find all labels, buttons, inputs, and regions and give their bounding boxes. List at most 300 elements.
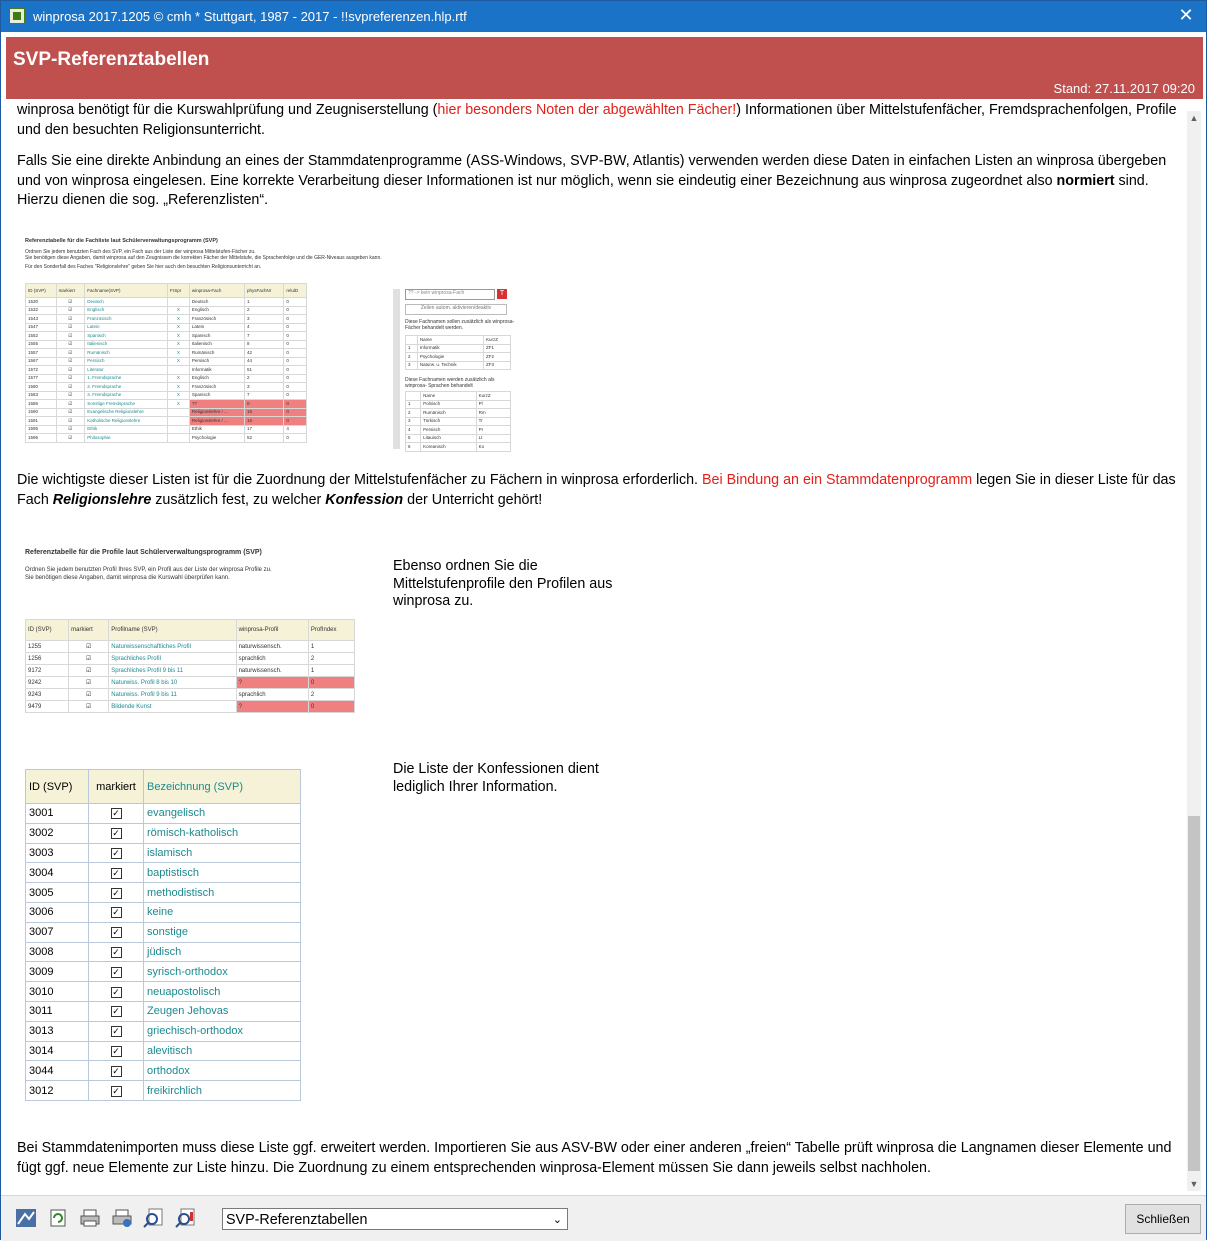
table-row[interactable] <box>26 425 307 434</box>
table-row[interactable] <box>26 982 301 1002</box>
physfachnr-cell: 16 <box>245 408 284 417</box>
id-cell: 3005 <box>26 883 89 903</box>
id-cell: 1532 <box>26 306 57 315</box>
profilname-cell: Sprachliches Profil 9 bis 11 <box>109 665 236 677</box>
konfession-table <box>25 769 301 1101</box>
markiert-cell[interactable] <box>89 1081 144 1101</box>
checkbox-cell: ☑ <box>56 298 85 307</box>
kurz-cell: Pl <box>476 400 510 409</box>
checkbox-cell: ☑ <box>56 417 85 426</box>
markiert-cell[interactable] <box>89 843 144 863</box>
id-cell: 3008 <box>26 942 89 962</box>
winprosa-fach-cell: Latein <box>189 323 244 332</box>
column-header: winprosa-Profil <box>236 620 308 641</box>
shot-desc: Sie benötigen diese Angaben, damit winprosa auf den Zeugnissen die korrekten Fächer der Mittelstufe, die Sprachenfolge und die GER-Niveaus ausgeben kann. <box>25 255 382 261</box>
frspr-cell: X <box>167 340 189 349</box>
bold-italic-text: Religionslehre <box>52 491 152 508</box>
print-setup-icon[interactable] <box>111 1208 133 1228</box>
fachname-cell: Katholische Religionslehre <box>85 417 168 426</box>
id-cell: 3010 <box>26 982 89 1002</box>
frspr-cell: X <box>167 400 189 409</box>
stand-timestamp: Stand: 27.11.2017 09:20 <box>1053 81 1195 96</box>
fachname-cell: Ethik <box>85 425 168 434</box>
checkbox-icon[interactable]: ✓ <box>112 927 120 938</box>
checkbox-cell: ☑ <box>56 408 85 417</box>
id-cell: 1552 <box>26 332 57 341</box>
checkbox-cell: ☑ <box>56 315 85 324</box>
table-header <box>26 620 355 641</box>
kurz-cell: Rm <box>476 409 510 418</box>
winprosa-fach-cell: Rumänisch <box>189 349 244 358</box>
name-cell: Psychologie <box>417 353 483 362</box>
frspr-cell: X <box>167 306 189 315</box>
page-banner <box>6 37 1203 99</box>
checkbox-icon[interactable]: ✓ <box>112 1085 120 1096</box>
find-next-icon[interactable] <box>175 1208 197 1228</box>
checkbox-icon[interactable]: ✓ <box>112 946 120 957</box>
profilname-cell: Naturwiss. Profil 9 bis 11 <box>109 689 236 701</box>
physfachnr-cell: 51 <box>245 366 284 375</box>
side-note: Diese Fachnamen werden zusätzlich als winprosa- Sprachen behandelt <box>405 377 495 389</box>
markiert-cell[interactable] <box>89 922 144 942</box>
winprosa-profil-cell: ? <box>236 677 308 689</box>
name-cell: Persisch <box>421 426 477 435</box>
id-cell: 3001 <box>26 804 89 824</box>
topic-select-value: SVP-Referenztabellen <box>226 1212 368 1228</box>
table-row[interactable] <box>26 340 307 349</box>
table-row[interactable] <box>406 417 511 426</box>
checkbox-icon[interactable]: ✓ <box>112 1006 120 1017</box>
checkbox-cell: ☑ <box>69 641 109 653</box>
markiert-cell[interactable] <box>89 1021 144 1041</box>
row-marker <box>406 392 421 401</box>
table-row[interactable] <box>26 701 355 713</box>
checkbox-icon[interactable]: ✓ <box>112 966 120 977</box>
markiert-cell[interactable] <box>89 942 144 962</box>
text: ) Informationen über Mittelstufenfächer, Fremdsprachenfolgen, Profile und den besuchten Religionsunterricht. <box>17 102 1177 138</box>
zusatz-faecher-table <box>405 335 511 370</box>
winprosa-profil-cell: naturwissensch. <box>236 665 308 677</box>
column-header: ID (SVP) <box>26 284 57 298</box>
bold-italic-text: Konfession <box>325 491 404 508</box>
markiert-cell[interactable] <box>89 1001 144 1021</box>
shot-title: Referenztabelle für die Profile laut Schülerverwaltungsprogramm (SVP) <box>25 549 262 556</box>
kurz-cell: ZF3 <box>484 361 511 370</box>
highlight-text: hier besonders Noten der abgewählten Fächer! <box>437 102 737 118</box>
physfachnr-cell: 2 <box>245 306 284 315</box>
markiert-cell[interactable] <box>89 823 144 843</box>
physfachnr-cell: 44 <box>245 357 284 366</box>
bezeichnung-cell: freikirchlich <box>144 1081 301 1101</box>
bezeichnung-cell: sonstige <box>144 922 301 942</box>
checkbox-cell: ☑ <box>69 689 109 701</box>
shot-desc: Ordnen Sie jedem benutzten Profil Ihres SVP, ein Profil aus der Liste der winprosa Profile zu. <box>25 567 272 573</box>
checkbox-icon[interactable]: ✓ <box>112 887 120 898</box>
profindex-cell: 0 <box>308 677 354 689</box>
refresh-icon[interactable] <box>47 1208 69 1228</box>
fachname-cell: Sonstige Fremdsprache <box>85 400 168 409</box>
title-bar[interactable] <box>1 1 1206 32</box>
name-cell: Koreanisch <box>421 443 477 452</box>
checkbox-cell: ☑ <box>56 391 85 400</box>
table-row[interactable] <box>406 434 511 443</box>
table-row[interactable] <box>26 306 307 315</box>
table-row[interactable] <box>406 353 511 362</box>
id-cell: 3006 <box>26 902 89 922</box>
id-cell: 1530 <box>26 298 57 307</box>
physfachnr-cell: 4 <box>245 323 284 332</box>
table-row[interactable] <box>26 689 355 701</box>
table-row[interactable] <box>26 417 307 426</box>
checkbox-cell: ☑ <box>56 349 85 358</box>
fachliste-side-panel <box>405 289 515 452</box>
winprosa-fach-cell: Spanisch <box>189 332 244 341</box>
reluid-cell: 0 <box>284 298 307 307</box>
frspr-cell <box>167 434 189 443</box>
profile-table <box>25 619 355 713</box>
activate-rows-button: Zeilen autom. aktivieren/deaktiv <box>405 304 507 315</box>
column-header: physFachNr <box>245 284 284 298</box>
table-row[interactable] <box>406 409 511 418</box>
markiert-cell[interactable] <box>89 1041 144 1061</box>
checkbox-cell: ☑ <box>69 653 109 665</box>
winprosa-fach-cell: Spanisch <box>189 391 244 400</box>
table-row[interactable] <box>26 383 307 392</box>
id-cell: 1555 <box>26 340 57 349</box>
reluid-cell: 0 <box>284 349 307 358</box>
bezeichnung-cell: Zeugen Jehovas <box>144 1001 301 1021</box>
text: Falls Sie eine direkte Anbindung an eines der Stammdatenprogramme (ASS-Windows, SVP-BW, Atlantis) verwenden werden diese Daten in einfachen Listen an winprosa übergeben und von winprosa eingelesen. Eine korrekte Verarbeitung dieser Informationen ist nur möglich, wenn sie eindeutig einer Bezeichnung aus winprosa zugeordnet also <box>17 153 1167 189</box>
column-header: KurzZ <box>484 336 511 345</box>
frspr-cell <box>167 408 189 417</box>
row-number: 6 <box>406 443 421 452</box>
name-cell: Rumänisch <box>421 409 477 418</box>
zusatz-sprachen-table <box>405 391 511 452</box>
cmh-logo-icon[interactable] <box>15 1208 37 1228</box>
scroll-thumb[interactable] <box>1188 816 1200 1171</box>
checkbox-cell: ☑ <box>56 383 85 392</box>
bold-text: normiert <box>1056 172 1115 189</box>
checkbox-icon[interactable]: ✓ <box>112 1065 120 1076</box>
name-cell: Polnisch <box>421 400 477 409</box>
bezeichnung-cell: neuapostolisch <box>144 982 301 1002</box>
id-cell: 1577 <box>26 374 57 383</box>
scroll-down-icon[interactable]: ▼ <box>1189 1179 1199 1189</box>
profindex-cell: 1 <box>308 665 354 677</box>
winprosa-profil-cell: sprachlich <box>236 689 308 701</box>
column-header: markiert <box>89 770 144 804</box>
frspr-cell <box>167 366 189 375</box>
fachname-cell: Philosophie <box>85 434 168 443</box>
table-row[interactable] <box>26 408 307 417</box>
kurz-cell: Tr <box>476 417 510 426</box>
id-cell: 1256 <box>26 653 69 665</box>
row-number: 4 <box>406 426 421 435</box>
table-row[interactable] <box>26 902 301 922</box>
table-row[interactable] <box>26 843 301 863</box>
reluid-cell: 0 <box>284 340 307 349</box>
bezeichnung-cell: methodistisch <box>144 883 301 903</box>
markiert-cell[interactable] <box>89 883 144 903</box>
table-row[interactable] <box>26 400 307 409</box>
table-row[interactable] <box>26 366 307 375</box>
markiert-cell[interactable] <box>89 804 144 824</box>
markiert-cell[interactable] <box>89 902 144 922</box>
page-title: SVP-Referenztabellen <box>13 49 210 70</box>
shot-desc: Sie benötigen diese Angaben, damit winprosa die Kurswahl überprüfen kann. <box>25 575 230 581</box>
column-header: Name <box>417 336 483 345</box>
physfachnr-cell: 3 <box>245 315 284 324</box>
highlight-text: Bei Bindung an ein Stammdatenprogramm <box>702 472 973 488</box>
table-row[interactable] <box>406 361 511 370</box>
id-cell: 1580 <box>26 383 57 392</box>
table-row[interactable] <box>26 641 355 653</box>
name-cell: Türkisch <box>421 417 477 426</box>
winprosa-fach-cell: Englisch <box>189 306 244 315</box>
frspr-cell: X <box>167 383 189 392</box>
checkbox-icon[interactable]: ✓ <box>112 986 120 997</box>
frspr-cell: X <box>167 332 189 341</box>
id-cell: 9172 <box>26 665 69 677</box>
id-cell: 1543 <box>26 315 57 324</box>
row-marker <box>406 336 418 345</box>
column-header: Fachname(SVP) <box>85 284 168 298</box>
frspr-cell: X <box>167 315 189 324</box>
table-row[interactable] <box>406 400 511 409</box>
shot-desc: Ordnen Sie jedem benutzten Fach des SVP, ein Fach aus der Liste der winprosa Mittelstufen-Fächer zu. <box>25 249 256 255</box>
frspr-cell: X <box>167 349 189 358</box>
physfachnr-cell: 0 <box>245 400 284 409</box>
checkbox-icon[interactable]: ✓ <box>112 1045 120 1056</box>
checkbox-cell: ☑ <box>69 665 109 677</box>
id-cell: 3002 <box>26 823 89 843</box>
table-row[interactable] <box>26 823 301 843</box>
physfachnr-cell: 42 <box>245 349 284 358</box>
reluid-cell: 0 <box>284 434 307 443</box>
column-header: winprosa-Fach <box>189 284 244 298</box>
reluid-cell: 0 <box>284 374 307 383</box>
window-title: winprosa 2017.1205 © cmh * Stuttgart, 1987 - 2017 - !!svpreferenzen.hlp.rtf <box>33 9 467 24</box>
frspr-cell: X <box>167 357 189 366</box>
reluid-cell: 0 <box>284 306 307 315</box>
name-cell: Naturw. u. Technik <box>417 361 483 370</box>
text: Die wichtigste dieser Listen ist für die Zuordnung der Mittelstufenfächer zu Fächern in winprosa erforderlich. <box>17 472 702 488</box>
fachname-cell: Englisch <box>85 306 168 315</box>
winprosa-fach-cell: Religionslehre / ... <box>189 408 244 417</box>
table-row[interactable] <box>26 883 301 903</box>
id-cell: 3013 <box>26 1021 89 1041</box>
frspr-cell <box>167 417 189 426</box>
fachname-cell: Italienisch <box>85 340 168 349</box>
physfachnr-cell: 2 <box>245 374 284 383</box>
checkbox-icon[interactable]: ✓ <box>112 867 120 878</box>
table-row[interactable] <box>26 332 307 341</box>
scroll-up-icon[interactable]: ▲ <box>1189 113 1199 123</box>
winprosa-fach-cell: Englisch <box>189 374 244 383</box>
chevron-down-icon[interactable]: ⌄ <box>552 1214 562 1226</box>
checkbox-cell: ☑ <box>56 366 85 375</box>
table-row[interactable] <box>26 804 301 824</box>
row-number: 2 <box>406 353 418 362</box>
checkbox-icon[interactable]: ✓ <box>112 907 120 918</box>
checkbox-cell: ☑ <box>69 701 109 713</box>
id-cell: 3012 <box>26 1081 89 1101</box>
bezeichnung-cell: baptistisch <box>144 863 301 883</box>
table-row[interactable] <box>26 357 307 366</box>
konfession-note: Die Liste der Konfessionen dient lediglich Ihrer Information. <box>393 761 599 795</box>
fachname-cell: 2. Fremdsprache <box>85 383 168 392</box>
profile-screenshot <box>25 549 365 713</box>
fachname-cell: Französisch <box>85 315 168 324</box>
shot-title: Referenztabelle für die Fachliste laut Schülerverwaltungsprogramm (SVP) <box>25 238 218 244</box>
table-row[interactable] <box>26 391 307 400</box>
paragraph-intro <box>17 101 1182 140</box>
winprosa-fach-cell: Französisch <box>189 315 244 324</box>
id-cell: 3014 <box>26 1041 89 1061</box>
checkbox-cell: ☑ <box>56 323 85 332</box>
name-cell: Litauisch <box>421 434 477 443</box>
table-row[interactable] <box>406 443 511 452</box>
markiert-cell[interactable] <box>89 863 144 883</box>
row-number: 5 <box>406 434 421 443</box>
side-note: Diese Fachnamen sollen zusätzlich als winprosa- Fächer behandelt werden. <box>405 319 515 331</box>
id-cell: 3044 <box>26 1061 89 1081</box>
column-header: ProfIndex <box>308 620 354 641</box>
row-number: 2 <box>406 409 421 418</box>
profilname-cell: Bildende Kunst <box>109 701 236 713</box>
profindex-cell: 2 <box>308 653 354 665</box>
bezeichnung-cell: orthodox <box>144 1061 301 1081</box>
reluid-cell: 0 <box>284 366 307 375</box>
reluid-cell: 0 <box>284 323 307 332</box>
physfachnr-cell: 8 <box>245 340 284 349</box>
reluid-cell: 0 <box>284 357 307 366</box>
window-close-icon[interactable]: ✕ <box>1178 5 1194 25</box>
close-button[interactable]: Schließen <box>1125 1204 1201 1234</box>
physfachnr-cell: 7 <box>245 332 284 341</box>
bezeichnung-cell: römisch-katholisch <box>144 823 301 843</box>
checkbox-cell: ☑ <box>56 306 85 315</box>
checkbox-cell: ☑ <box>56 425 85 434</box>
id-cell: 1567 <box>26 357 57 366</box>
id-cell: 3004 <box>26 863 89 883</box>
table-row[interactable] <box>26 1001 301 1021</box>
text: der Unterricht gehört! <box>403 491 543 508</box>
id-cell: 1557 <box>26 349 57 358</box>
column-header: Name <box>421 392 477 401</box>
search-icon[interactable] <box>143 1208 165 1228</box>
fachname-cell: Literatur <box>85 366 168 375</box>
table-row[interactable] <box>26 1041 301 1061</box>
bezeichnung-cell: islamisch <box>144 843 301 863</box>
checkbox-icon[interactable]: ✓ <box>112 808 120 819</box>
delete-icon: T <box>497 289 507 299</box>
profilname-cell: Sprachliches Profil <box>109 653 236 665</box>
table-row[interactable] <box>26 962 301 982</box>
bezeichnung-cell: alevitisch <box>144 1041 301 1061</box>
winprosa-fach-cell: Religionslehre / ... <box>189 417 244 426</box>
paragraph-anbindung <box>17 152 1182 211</box>
winprosa-fach-cell: Informatik <box>189 366 244 375</box>
fachname-cell: Evangelische Religionslehre <box>85 408 168 417</box>
physfachnr-cell: 17 <box>245 425 284 434</box>
fachname-cell: Latein <box>85 323 168 332</box>
table-row[interactable] <box>26 315 307 324</box>
checkbox-cell: ☑ <box>56 374 85 383</box>
id-cell: 1547 <box>26 323 57 332</box>
table-row[interactable] <box>26 1061 301 1081</box>
footer-toolbar <box>1 1195 1206 1241</box>
table-row[interactable] <box>406 426 511 435</box>
id-cell: 9242 <box>26 677 69 689</box>
column-header: Bezeichnung (SVP) <box>144 770 301 804</box>
markiert-cell[interactable] <box>89 962 144 982</box>
checkbox-cell: ☑ <box>56 357 85 366</box>
checkbox-cell: ☑ <box>69 677 109 689</box>
reluid-cell: 0 <box>284 408 307 417</box>
checkbox-icon[interactable]: ✓ <box>112 1026 120 1037</box>
table-row[interactable] <box>26 323 307 332</box>
vertical-scrollbar[interactable] <box>1187 111 1201 1191</box>
profilname-cell: Naturwissenschaftliches Profil <box>109 641 236 653</box>
fachname-cell: Deutsch <box>85 298 168 307</box>
markiert-cell[interactable] <box>89 982 144 1002</box>
checkbox-icon[interactable]: ✓ <box>112 828 120 839</box>
row-number: 3 <box>406 361 418 370</box>
checkbox-icon[interactable]: ✓ <box>112 847 120 858</box>
row-number: 1 <box>406 400 421 409</box>
profile-note: Ebenso ordnen Sie die Mittelstufenprofile den Profilen aus winprosa zu. <box>393 558 613 609</box>
table-row[interactable] <box>26 349 307 358</box>
profindex-cell: 0 <box>308 701 354 713</box>
markiert-cell[interactable] <box>89 1061 144 1081</box>
id-cell: 1572 <box>26 366 57 375</box>
table-row[interactable] <box>26 298 307 307</box>
table-row[interactable] <box>406 344 511 353</box>
reluid-cell: 0 <box>284 400 307 409</box>
table-row[interactable] <box>26 677 355 689</box>
topic-select[interactable] <box>222 1208 568 1230</box>
id-cell: 3003 <box>26 843 89 863</box>
checkbox-cell: ☑ <box>56 340 85 349</box>
table-row[interactable] <box>26 922 301 942</box>
winprosa-fach-cell: Psychologie <box>189 434 244 443</box>
table-header <box>26 770 301 804</box>
table-row[interactable] <box>26 374 307 383</box>
kurz-cell: ZF1 <box>484 344 511 353</box>
text: winprosa benötigt für die Kurswahlprüfung und Zeugniserstellung ( <box>17 102 438 118</box>
table-row[interactable] <box>26 863 301 883</box>
table-row[interactable] <box>26 434 307 443</box>
paragraph-import: Bei Stammdatenimporten muss diese Liste ggf. erweitert werden. Importieren Sie aus ASV-BW oder einer anderen „freien“ Tabelle prüft winprosa die Langnamen dieser Elemente und fügt ggf. neue Elemente zur Liste hinzu. Die Zuordnung zu einem entsprechenden winprosa-Element müssen Sie dann jeweils selbst nachholen. <box>17 1140 1172 1176</box>
id-cell: 1255 <box>26 641 69 653</box>
print-icon[interactable] <box>79 1208 101 1228</box>
column-header: ID (SVP) <box>26 620 69 641</box>
reluid-cell: 0 <box>284 332 307 341</box>
table-row[interactable] <box>26 665 355 677</box>
winprosa-fach-cell: Italienisch <box>189 340 244 349</box>
table-row[interactable] <box>26 1021 301 1041</box>
table-row[interactable] <box>26 1081 301 1101</box>
table-row[interactable] <box>26 653 355 665</box>
id-cell: 1591 <box>26 417 57 426</box>
id-cell: 1595 <box>26 425 57 434</box>
fachname-cell: Rumänisch <box>85 349 168 358</box>
text: sind. Hierzu dienen die sog. „Referenzlisten“. <box>17 172 1149 208</box>
profindex-cell: 1 <box>308 641 354 653</box>
winprosa-fach-cell: Deutsch <box>189 298 244 307</box>
table-row[interactable] <box>26 942 301 962</box>
